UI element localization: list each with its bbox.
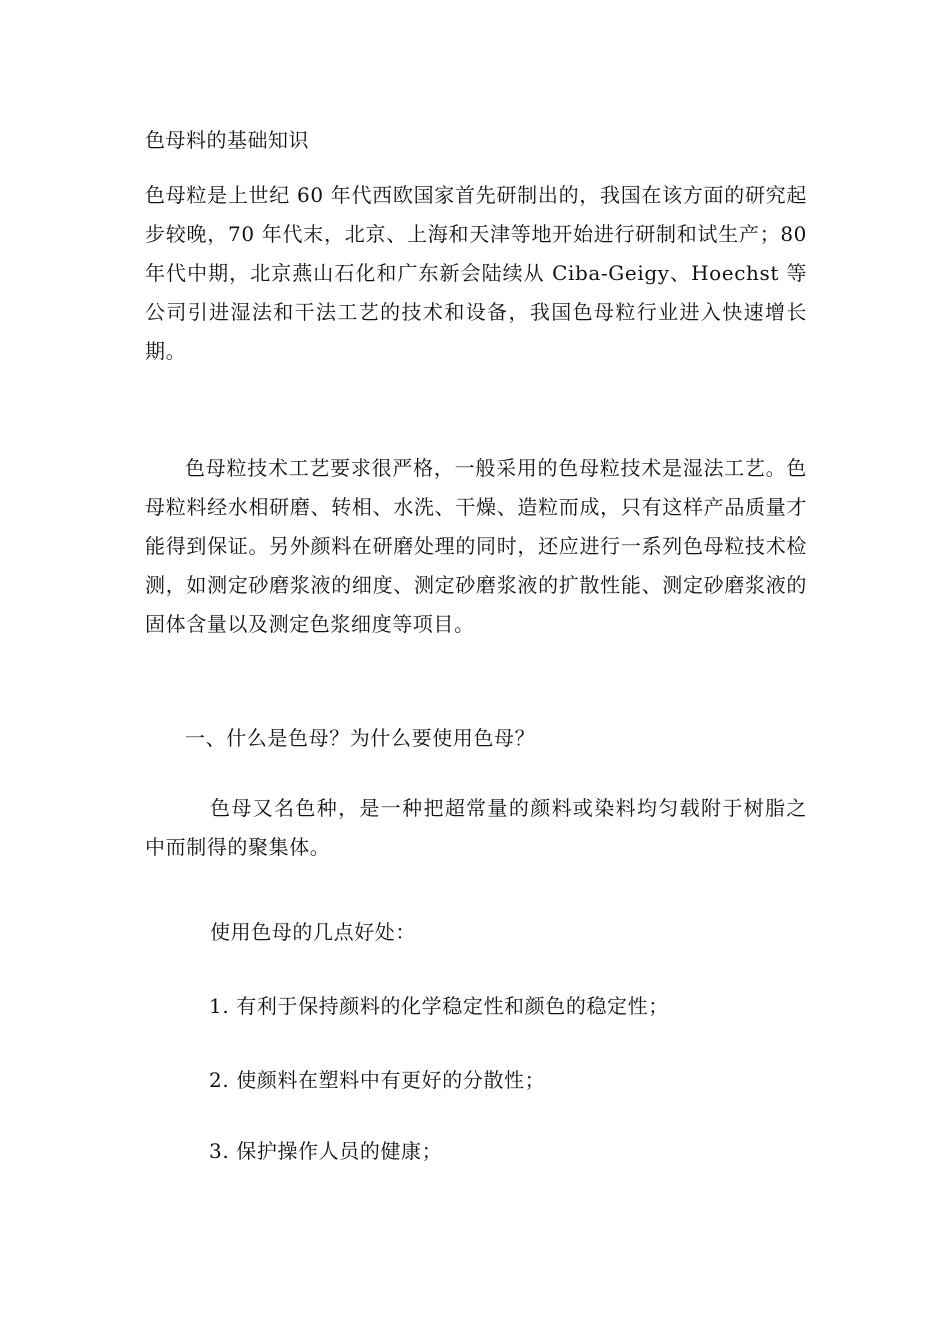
list-item: 2. 使颜料在塑料中有更好的分散性； — [209, 1068, 546, 1092]
document-title: 色母料的基础知识 — [145, 128, 309, 152]
paragraph-definition: 色母又名色种，是一种把超常量的颜料或染料均匀载附于树脂之中而制得的聚集体。 — [145, 796, 807, 859]
paragraph-process: 色母粒技术工艺要求很严格，一般采用的色母粒技术是湿法工艺。色母粒料经水相研磨、转相、水洗、干燥、造粒而成，只有这样产品质量才能得到保证。另外颜料在研磨处理的同时，还应进行一系列色母粒技术检测，如测定砂磨浆液的细度、测定砂磨浆液的扩散性能、测定砂磨浆液的固体含量以及测定色浆细度等项目。 — [145, 456, 807, 636]
paragraph-benefits-intro: 使用色母的几点好处： — [210, 920, 416, 944]
list-item: 1. 有利于保持颜料的化学稳定性和颜色的稳定性； — [209, 994, 669, 1018]
section-heading: 一、什么是色母？为什么要使用色母？ — [185, 726, 536, 750]
list-item: 3. 保护操作人员的健康； — [209, 1139, 443, 1163]
paragraph-history: 色母粒是上世纪 60 年代西欧国家首先研制出的，我国在该方面的研究起步较晚，70 年代末，北京、上海和天津等地开始进行研制和试生产；80 年代中期，北京燕山石化和广东新会陆续从 Ciba-Geigy、Hoechst 等公司引进湿法和干法工艺的技术和设备，我国色母粒行业进入快速增长期。 — [145, 183, 807, 363]
